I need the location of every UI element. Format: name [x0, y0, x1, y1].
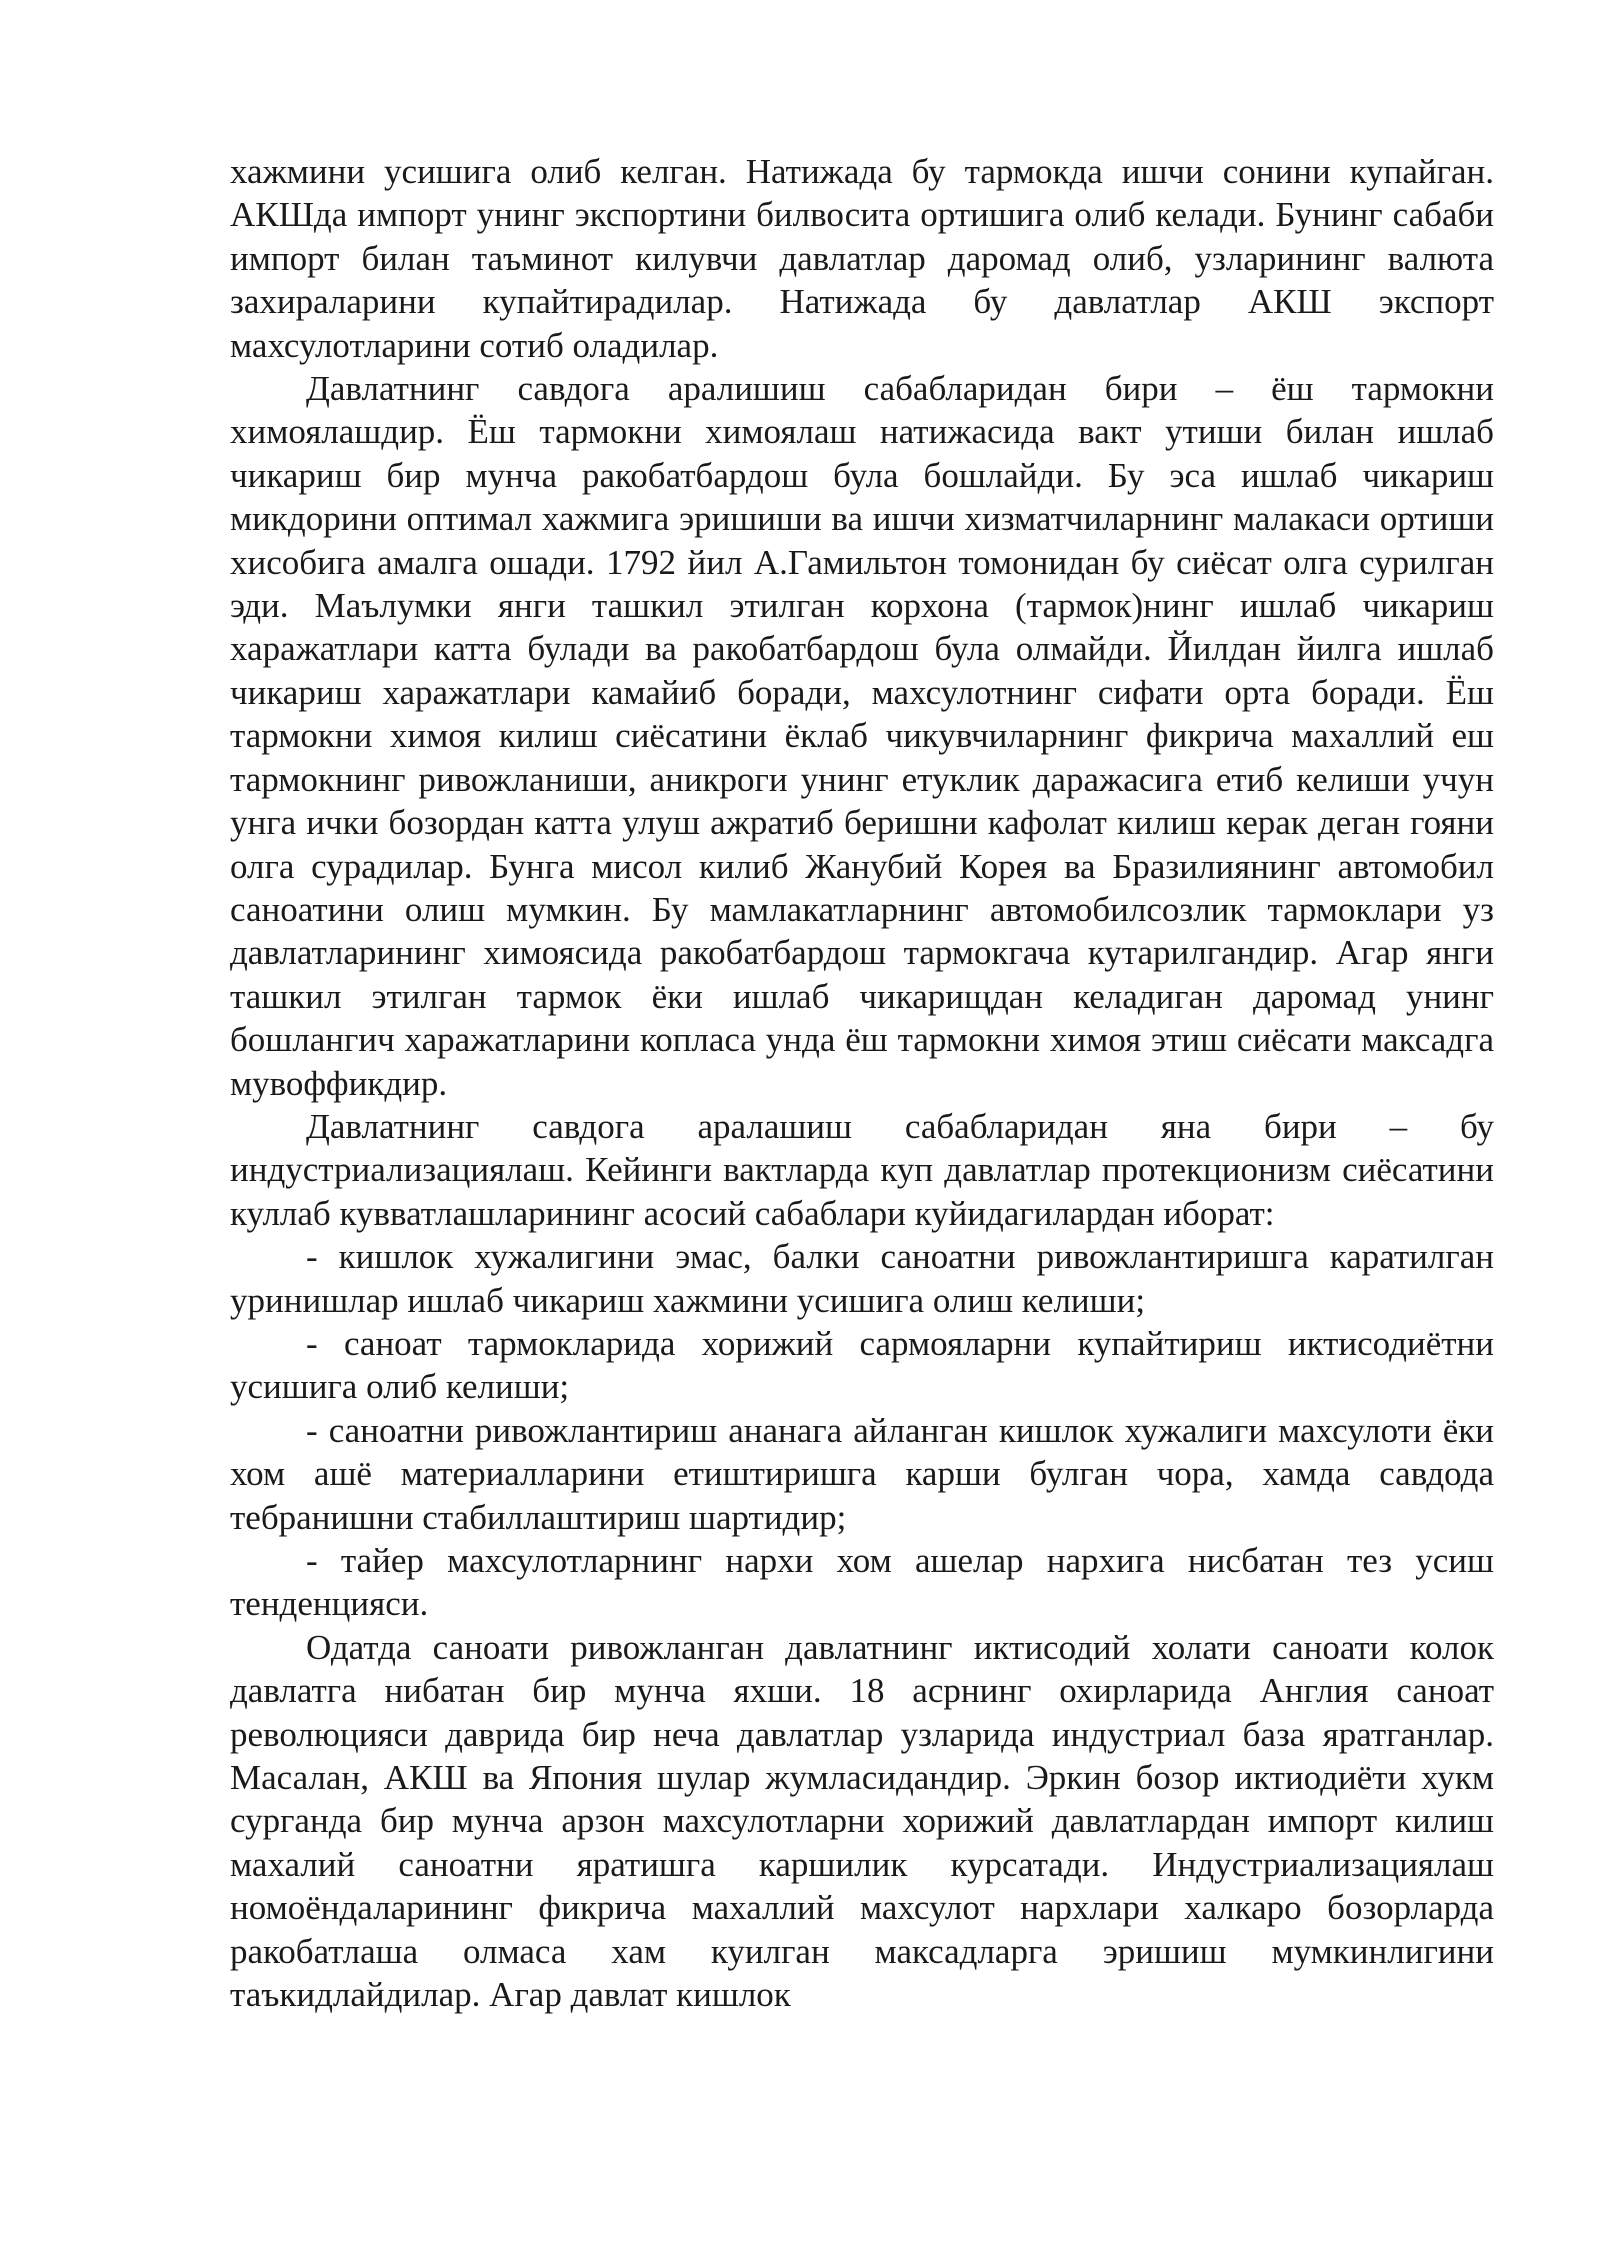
list-item-1: - кишлок хужалигини эмас, балки саноатни ривожлантиришга каратилган уринишлар ишлаб чикариш хажмини усишига олиш келиши;: [230, 1237, 1494, 1320]
paragraph-3: Давлатнинг савдога аралашиш сабабларидан яна бири – бу индустриализациялаш. Кейинги вактларда куп давлатлар протекционизм сиёсатини куллаб кувватлашларининг асосий сабаблари куйидагилардан иборат:: [230, 1106, 1494, 1233]
document-page: [230, 150, 1494, 2016]
paragraph-2: Давлатнинг савдога аралишиш сабабларидан бири – ёш тармокни химоялашдир. Ёш тармокни химоялаш натижасида вакт утиши билан ишлаб чикариш бир мунча ракобатбардош була бошлайди. Бу эса ишлаб чикариш микдорини оптимал хажмига эришиши ва ишчи хизматчиларнинг малакаси ортиши хисобига амалга ошади. 1792 йил А.Гамильтон томонидан бу сиёсат олга сурилган эди. Маълумки янги ташкил этилган корхона (тармок)нинг ишлаб чикариш харажатлари катта булади ва ракобатбардош була олмайди. Йилдан йилга ишлаб чикариш харажатлари камайиб боради, махсулотнинг сифати орта боради. Ёш тармокни химоя килиш сиёсатини ёклаб чикувчиларнинг фикрича махаллий еш тармокнинг ривожланиши, аникроги унинг етуклик даражасига етиб келиши учун унга ички бозордан катта улуш ажратиб беришни кафолат килиш керак деган гояни олга сурадилар. Бунга мисол килиб Жанубий Корея ва Бразилиянинг автомобил саноатини олиш мумкин. Бу мамлакатларнинг автомобилсозлик тармоклари уз давлатларининг химоясида ракобатбардош тармокгача кутарилгандир. Агар янги ташкил этилган тармок ёки ишлаб чикарищдан келадиган даромад унинг бошлангич харажатларини копласа унда ёш тармокни химоя этиш сиёсати максадга мувоффикдир.: [230, 369, 1494, 1103]
list-item-4: - тайер махсулотларнинг нархи хом ашелар нархига нисбатан тез усиш тенденцияси.: [230, 1541, 1494, 1624]
paragraph-1: хажмини усишига олиб келган. Натижада бу тармокда ишчи сонини купайган. АКШда импорт унинг экспортини билвосита ортишига олиб келади. Бунинг сабаби импорт билан таъминот килувчи давлатлар даромад олиб, узларининг валюта захираларини купайтирадилар. Натижада бу давлатлар АКШ экспорт махсулотларини сотиб оладилар.: [230, 152, 1494, 365]
list-item-3: - саноатни ривожлантириш ананага айланган кишлок хужалиги махсулоти ёки хом ашё материалларини етиштиришга карши булган чора, хамда савдода тебранишни стабиллаштириш шартидир;: [230, 1410, 1494, 1537]
paragraph-4: Одатда саноати ривожланган давлатнинг иктисодий холати саноати колок давлатга нибатан бир мунча яхши. 18 асрнинг охирларида Англия саноат революцияси даврида бир неча давлатлар узларида индустриал база яратганлар. Масалан, АКШ ва Япония шулар жумласидандир. Эркин бозор иктиодиёти хукм сурганда бир мунча арзон махсулотларни хорижий давлатлардан импорт килиш махалий саноатни яратишга каршилик курсатади. Индустриализациялаш номоёндаларининг фикрича махаллий махсулот нархлари халкаро бозорларда ракобатлаша олмаса хам куилган максадларга эришиш мумкинлигини таъкидлайдилар. Агар давлат кишлок: [230, 1627, 1494, 2015]
list-item-2: - саноат тармокларида хорижий сармояларни купайтириш иктисодиётни усишига олиб келиши;: [230, 1323, 1494, 1407]
